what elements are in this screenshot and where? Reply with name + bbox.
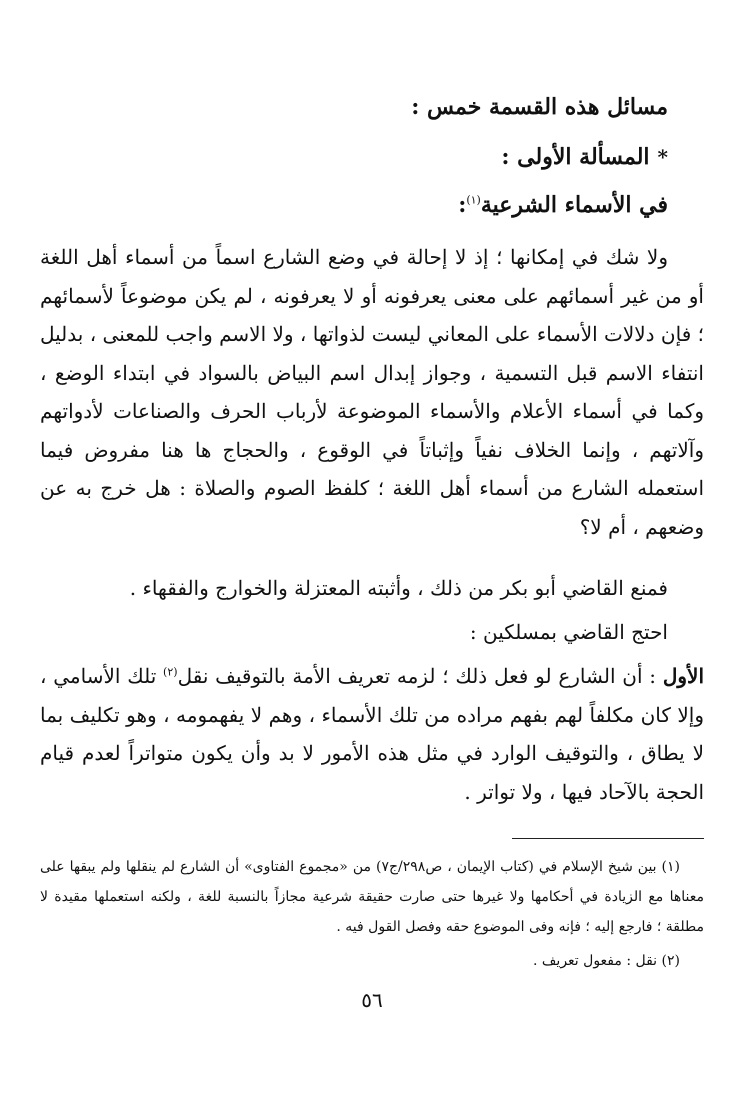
- footnote-1: (١) بين شيخ الإسلام في (كتاب الإيمان ، ص٢٩٨/ج٧) من «مجموع الفتاوى» أن الشارع لم ينقلها ولم يبقها على معناها مع الزيادة في أحكامها ولا غيرها حتى صارت حقيقة شرعية مجازاً بالنسبة للغة ، ولكنه استعملها مقيدة لا مطلقة ؛ فارجع إليه ؛ فإنه وفى الموضوع حقه وفصل القول فيه .: [40, 859, 704, 935]
- footnote-2: (٢) نقل : مفعول تعريف .: [533, 953, 680, 969]
- paragraph-4-text-b: تلك الأسامي ، وإلا كان مكلفاً لهم بفهم مراده من تلك الأسماء ، وهم لا يفهمومه ، وهو تكليف بما لا يطاق ، والتوقيف الوارد في مثل هذه الأمور لا بد وأن يكون متواتراً لعدم قيام الحجة بالآحاد فيها ، ولا تواتر .: [40, 664, 704, 804]
- paragraph-4: [40, 657, 704, 811]
- section-heading-text: مسائل هذه القسمة خمس :: [411, 94, 668, 120]
- paragraph-1: ولا شك في إمكانها ؛ إذ لا إحالة في وضع الشارع اسماً من أسماء أهل اللغة أو من غير أسمائهم على معنى يعرفونه أو لا يعرفونه ، لم يكن موضوعاً لأسمائهم ؛ فإن دلالات الأسماء على المعاني ليست لذواتها ، ولا الاسم واجب للمعنى ، بدليل انتفاء الاسم قبل التسمية ، وجواز إبدال اسم البياض بالسواد في ابتداء الوضع ، وكما في أسماء الأعلام والأسماء الموضوعة لأرباب الحرف والصناعات لأدواتهم وآلاتهم ، وإنما الخلاف نفياً وإثباتاً في الوقوع ، والحجاج ها هنا مفروض فيما استعمله الشارع من أسماء أهل اللغة ؛ كلفظ الصوم والصلاة : هل خرج به عن وضعهم ، أم لا؟: [40, 245, 704, 539]
- footnote-ref-2[interactable]: (٢): [163, 665, 178, 679]
- paragraph-3: احتج القاضي بمسلكين :: [469, 620, 668, 644]
- footnote-ref-1[interactable]: (١): [466, 193, 481, 207]
- book-page: [40, 0, 704, 1101]
- section-heading: [411, 94, 668, 120]
- asterisk-icon: *: [657, 145, 668, 169]
- topic-heading-text: في الأسماء الشرعية: [480, 192, 668, 218]
- page-number: ٥٦: [361, 988, 383, 1012]
- paragraph-2: فمنع القاضي أبو بكر من ذلك ، وأثبته المعتزلة والخوارج والفقهاء .: [129, 576, 668, 600]
- topic-heading: [458, 192, 668, 218]
- paragraph-4-text-a: : أن الشارع لو فعل ذلك ؛ لزمه تعريف الأمة بالتوقيف نقل: [177, 664, 657, 688]
- paragraph-4-lead: الأول: [662, 664, 704, 688]
- issue-heading-text: المسألة الأولى :: [501, 144, 650, 170]
- issue-heading: [501, 144, 668, 170]
- footnote-divider: [512, 838, 704, 839]
- topic-heading-colon: :: [458, 192, 467, 218]
